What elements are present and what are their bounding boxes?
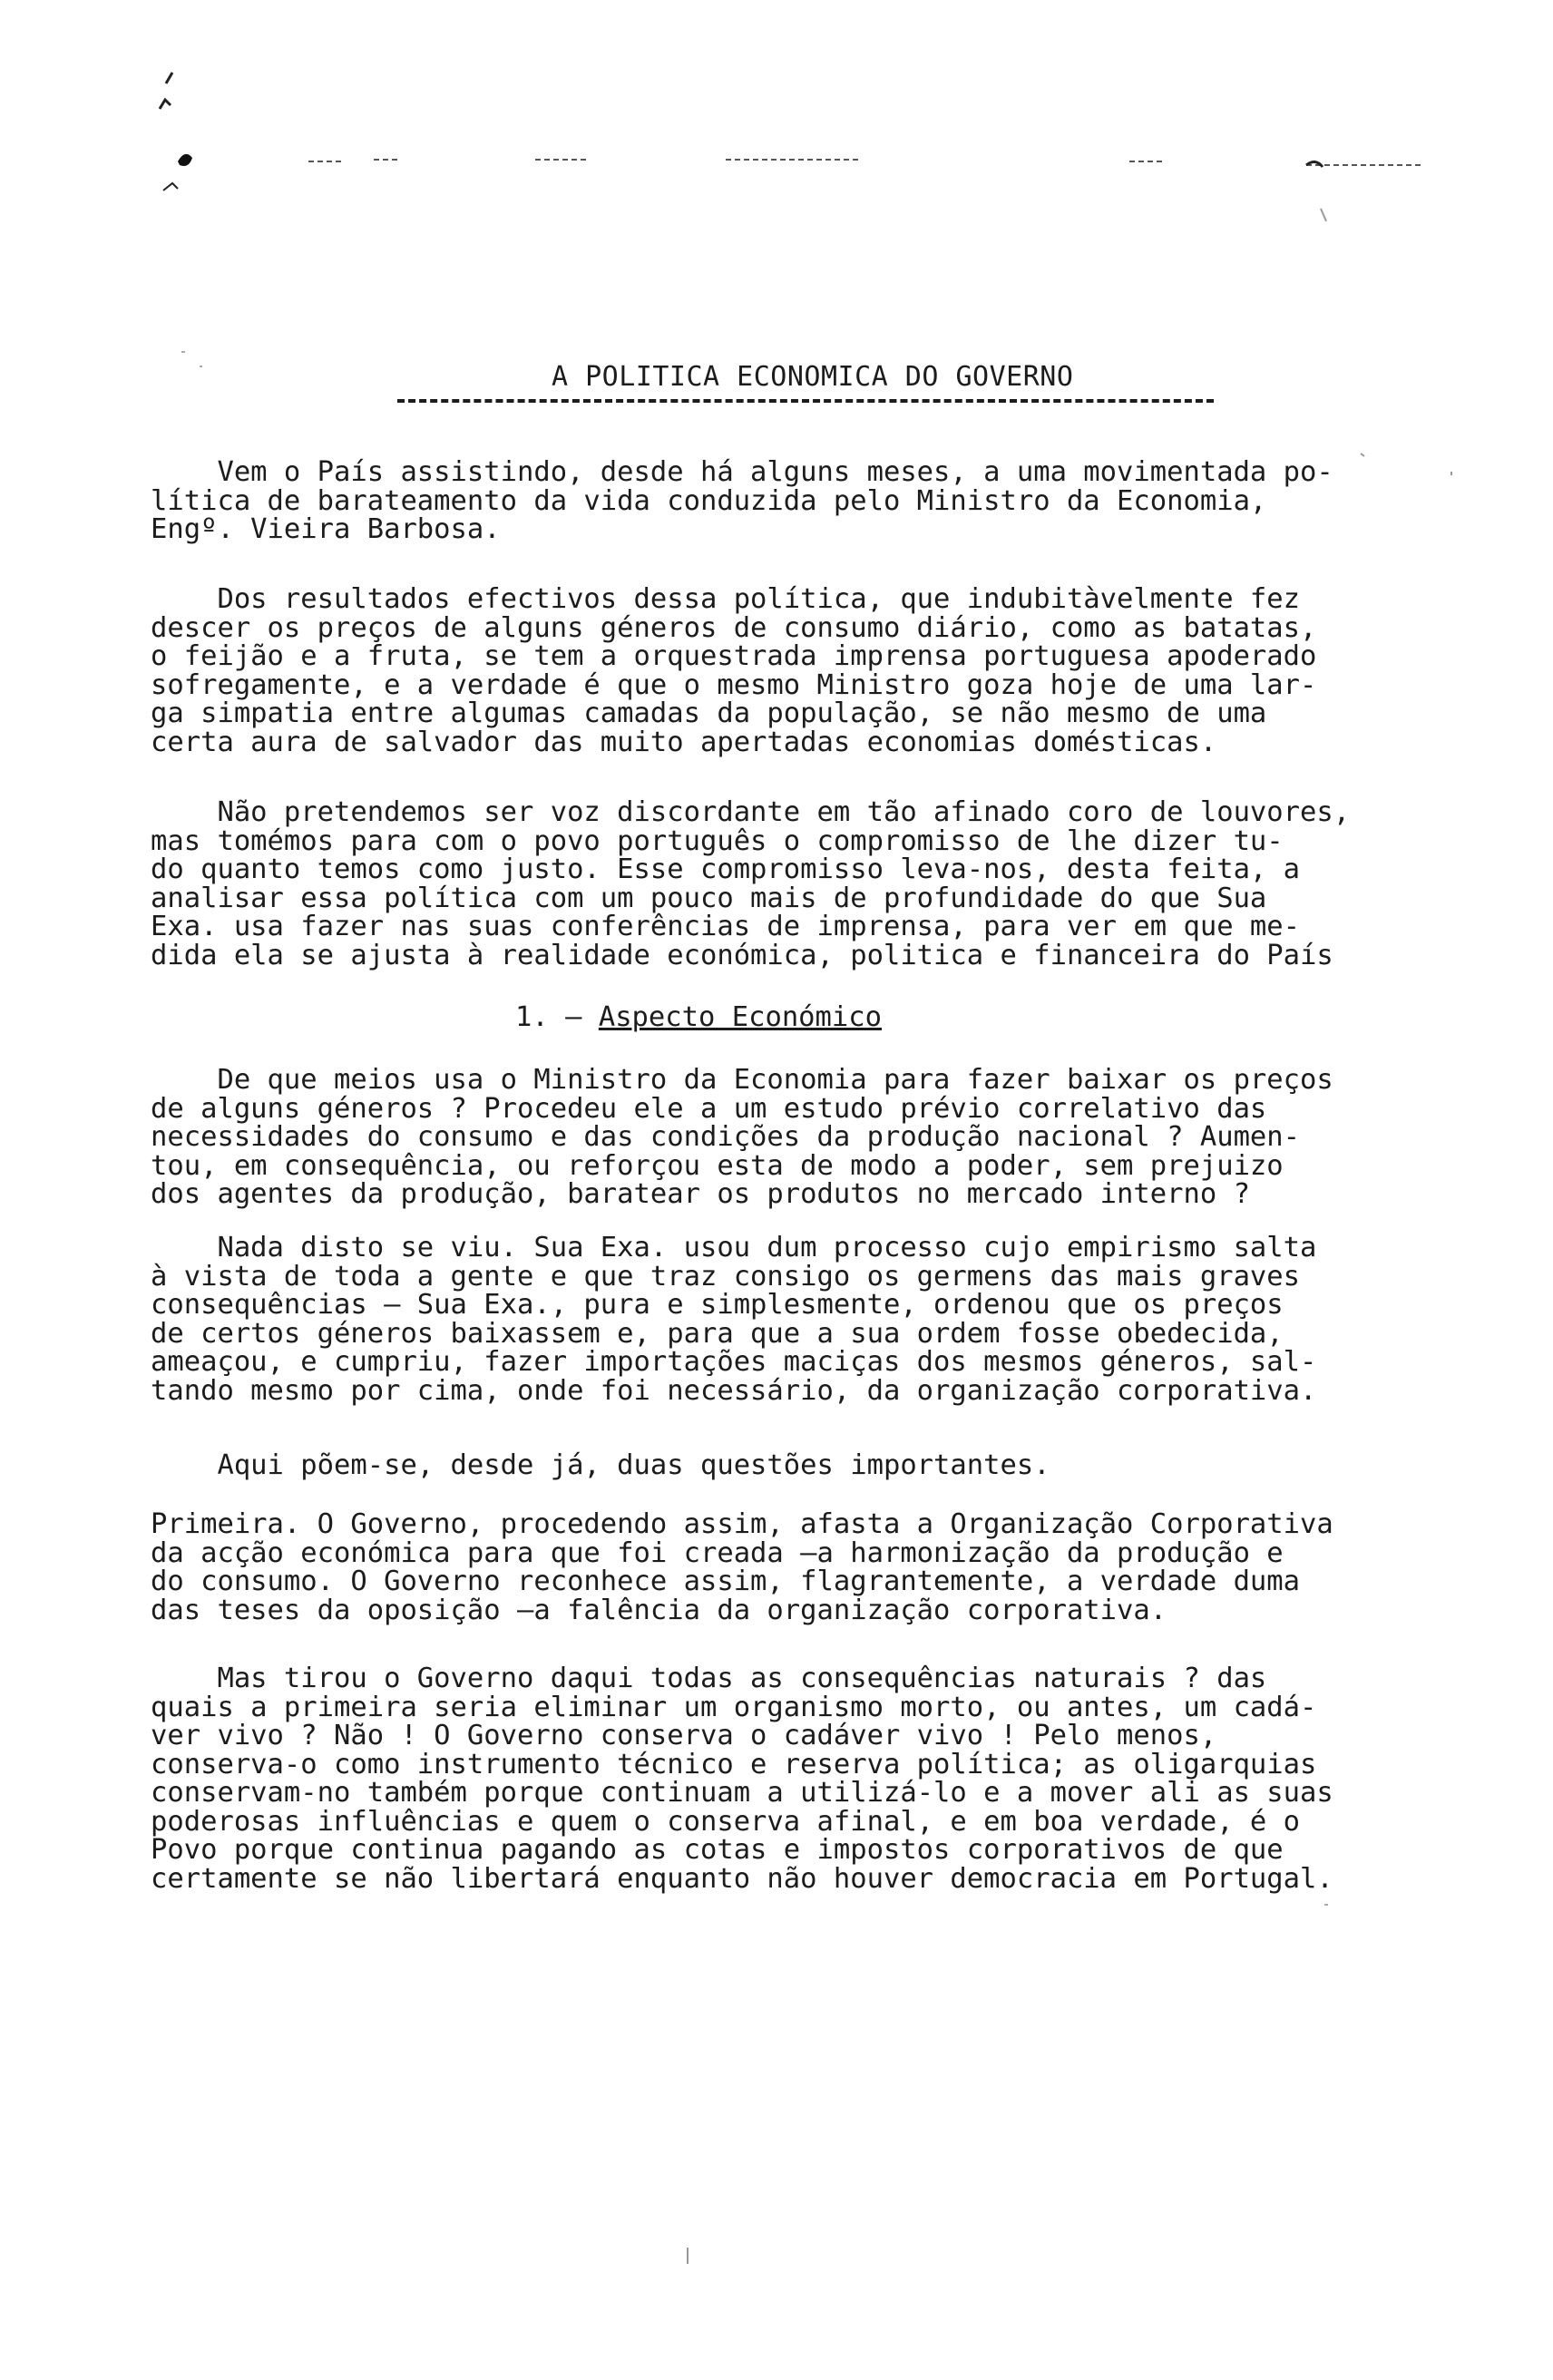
text-line: conserva-o como instrumento técnico e reserva política; as oligarquias: [151, 1748, 1317, 1780]
text-line: Primeira. O Governo, procedendo assim, afasta a Organização Corporativa: [151, 1508, 1333, 1540]
paragraph-not-discordant: [151, 798, 1457, 970]
text-line: mas tomémos para com o povo português o compromisso de lhe dizer tu-: [151, 824, 1284, 857]
text-line: Mas tirou o Governo daqui todas as consequências naturais ? das: [151, 1663, 1267, 1694]
text-line: da acção económica para que foi creada —a harmonização da produção e: [151, 1536, 1284, 1569]
text-line: das teses da oposição —a falência da organização corporativa.: [151, 1594, 1167, 1626]
text-line: Vem o País assistindo, desde há alguns meses, a uma movimentada po-: [151, 456, 1333, 488]
text-line: certa aura de salvador das muito apertadas economias domésticas.: [151, 726, 1217, 758]
text-line: dos agentes da produção, baratear os produtos no mercado interno ?: [151, 1178, 1250, 1210]
text-line: Aqui põem-se, desde já, duas questões importantes.: [151, 1449, 1050, 1481]
text-line: sofregamente, e a verdade é que o mesmo Ministro goza hoje de uma lar-: [151, 668, 1317, 701]
paragraph-questions: [151, 1066, 1457, 1209]
text-line: lítica de barateamento da vida conduzida pelo Ministro da Economia,: [151, 484, 1267, 517]
document-title: A POLITICA ECONOMICA DO GOVERNO: [552, 361, 1074, 393]
text-line: poderosas influências e quem o conserva afinal, e em boa verdade, é o: [151, 1805, 1301, 1838]
paragraph-results: [151, 585, 1457, 756]
text-line: ver vivo ? Não ! O Governo conserva o cadáver vivo ! Pelo menos,: [151, 1720, 1217, 1751]
text-line: de certos géneros baixassem e, para que a sua ordem fosse obedecida,: [151, 1317, 1284, 1350]
text-line: ameaçou, e cumpriu, fazer importações maciças dos mesmos géneros, sal-: [151, 1346, 1317, 1378]
text-line: à vista de toda a gente e que traz consigo os germens das mais graves: [151, 1260, 1301, 1292]
text-line: Dos resultados efectivos dessa política, que indubitàvelmente fez: [151, 583, 1301, 615]
text-line: quais a primeira seria eliminar um organismo morto, ou antes, um cadá-: [151, 1691, 1317, 1723]
paragraph-first-question: [151, 1510, 1457, 1624]
text-line: do consumo. O Governo reconhece assim, flagrantemente, a verdade duma: [151, 1566, 1301, 1597]
title-divider: [397, 399, 1214, 403]
text-line: dida ela se ajusta à realidade económica, politica e financeira do País: [151, 939, 1333, 971]
text-line: ga simpatia entre algumas camadas da população, se não mesmo de uma: [151, 697, 1267, 729]
text-line: Nada disto se viu. Sua Exa. usou dum processo cujo empirismo salta: [151, 1232, 1317, 1263]
text-line: descer os preços de alguns géneros de consumo diário, como as batatas,: [151, 611, 1317, 644]
paragraph-nothing-seen: [151, 1234, 1457, 1405]
text-line: conservam-no também porque continuam a utilizá-lo e a mover ali as suas: [151, 1777, 1333, 1809]
paragraph-two-questions: [151, 1451, 1457, 1480]
paragraph-intro: [151, 458, 1457, 544]
text-line: tando mesmo por cima, onde foi necessário, da organização corporativa.: [151, 1374, 1317, 1407]
text-line: De que meios usa o Ministro da Economia para fazer baixar os preços: [151, 1064, 1333, 1096]
text-line: consequências — Sua Exa., pura e simplesmente, ordenou que os preços: [151, 1289, 1284, 1321]
text-line: de alguns géneros ? Procedeu ele a um estudo prévio correlativo das: [151, 1092, 1267, 1125]
text-line: analisar essa política com um pouco mais de profundidade do que Sua: [151, 882, 1267, 914]
paragraph-corpse: [151, 1664, 1457, 1893]
text-line: Exa. usa fazer nas suas conferências de imprensa, para ver em que me-: [151, 911, 1301, 942]
text-line: Não pretendemos ser voz discordante em tão afinado coro de louvores,: [151, 796, 1351, 828]
text-line: Engº. Vieira Barbosa.: [151, 513, 501, 545]
text-line: necessidades do consumo e das condições da produção nacional ? Aumen-: [151, 1121, 1301, 1153]
text-line: o feijão e a fruta, se tem a orquestrada imprensa portuguesa apoderado: [151, 640, 1317, 672]
text-line: tou, em consequência, ou reforçou esta de modo a poder, sem prejuizo: [151, 1149, 1284, 1182]
section-number: 1. —: [515, 1001, 582, 1033]
section-heading-label: Aspecto Económico: [598, 1001, 882, 1033]
text-line: certamente se não libertará enquanto não houver democracia em Portugal.: [151, 1862, 1333, 1895]
text-line: do quanto temos como justo. Esse compromisso leva-nos, desta feita, a: [151, 853, 1301, 885]
section-heading: [515, 1001, 882, 1033]
text-line: Povo porque continua pagando as cotas e impostos corporativos de que: [151, 1834, 1284, 1866]
